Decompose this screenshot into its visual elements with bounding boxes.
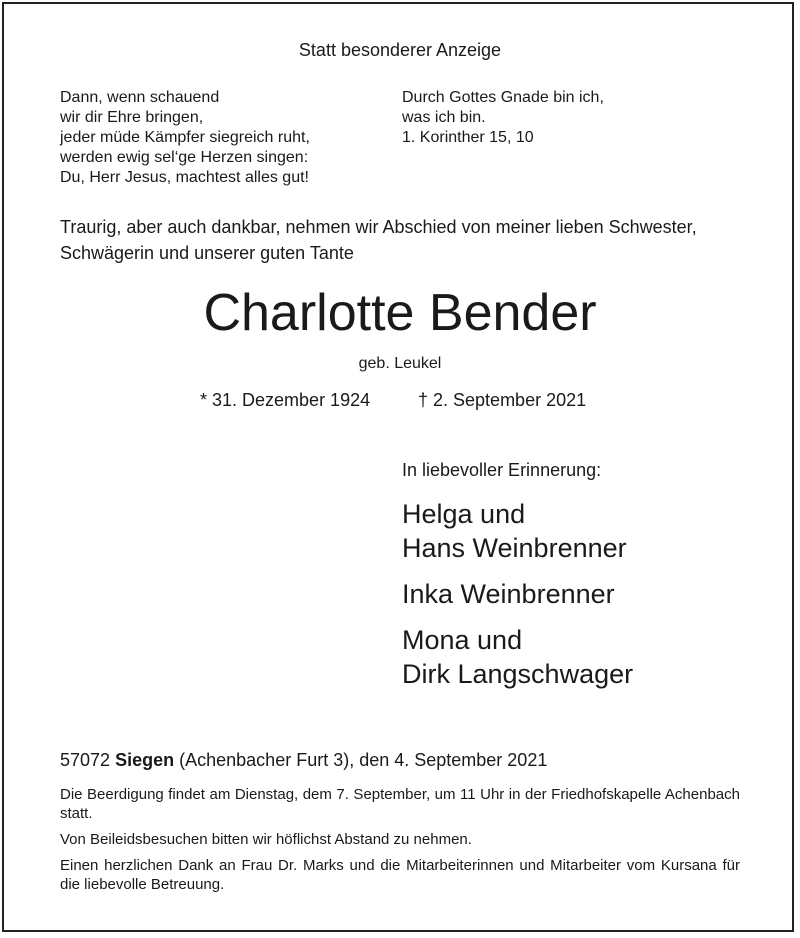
poem-line: Dann, wenn schauend	[60, 89, 220, 106]
thanks-note: Einen herzlichen Dank an Frau Dr. Marks und die Mitarbeiterinnen und Mitarbeiter vom Kursana für die liebevolle Betreuung.	[60, 857, 740, 893]
intro-text	[60, 214, 697, 266]
poem-line: wir dir Ehre bringen,	[60, 109, 204, 126]
maiden-name: geb. Leukel	[358, 355, 442, 372]
poem-line: werden ewig sel‘ge Herzen singen:	[60, 149, 309, 166]
death-date: † 2. September 2021	[418, 390, 587, 410]
quote-reference: 1. Korinther 15, 10	[402, 129, 534, 146]
birth-date: * 31. Dezember 1924	[200, 390, 371, 410]
notes	[60, 785, 740, 901]
poem-line: Du, Herr Jesus, machtest alles gut!	[60, 169, 309, 186]
postcode: 57072	[60, 750, 111, 770]
bible-quote	[402, 88, 604, 148]
deceased-name: Charlotte Bender	[203, 284, 597, 342]
mourner-line: Mona und	[402, 625, 523, 655]
poem-line: jeder müde Kämpfer siegreich ruht,	[60, 129, 310, 146]
mourners-list	[402, 497, 633, 703]
mourner-line: Dirk Langschwager	[402, 659, 634, 689]
mourner-group	[402, 623, 633, 691]
memory-label: In liebevoller Erinnerung:	[402, 460, 602, 480]
quote-line: was ich bin.	[402, 109, 486, 126]
quote-line: Durch Gottes Gnade bin ich,	[402, 89, 604, 106]
city: Siegen	[115, 750, 175, 770]
address-and-date: (Achenbacher Furt 3), den 4. September 2021	[179, 750, 548, 770]
condolence-note: Von Beileidsbesuchen bitten wir höflichst Abstand zu nehmen.	[60, 831, 472, 848]
notice-header: Statt besonderer Anzeige	[298, 40, 502, 60]
funeral-note: Die Beerdigung findet am Dienstag, dem 7. September, um 11 Uhr in der Friedhofskapelle Achenbach statt.	[60, 786, 740, 822]
mourner-line: Helga und	[402, 499, 526, 529]
intro-line: Traurig, aber auch dankbar, nehmen wir Abschied von meiner lieben Schwester,	[60, 217, 697, 237]
mourner-group	[402, 577, 633, 611]
intro-line: Schwägerin und unserer guten Tante	[60, 243, 354, 263]
poem-left	[60, 88, 310, 188]
mourner-line: Inka Weinbrenner	[402, 579, 615, 609]
place-and-date	[60, 750, 547, 771]
mourner-group	[402, 497, 633, 565]
mourner-line: Hans Weinbrenner	[402, 533, 627, 563]
